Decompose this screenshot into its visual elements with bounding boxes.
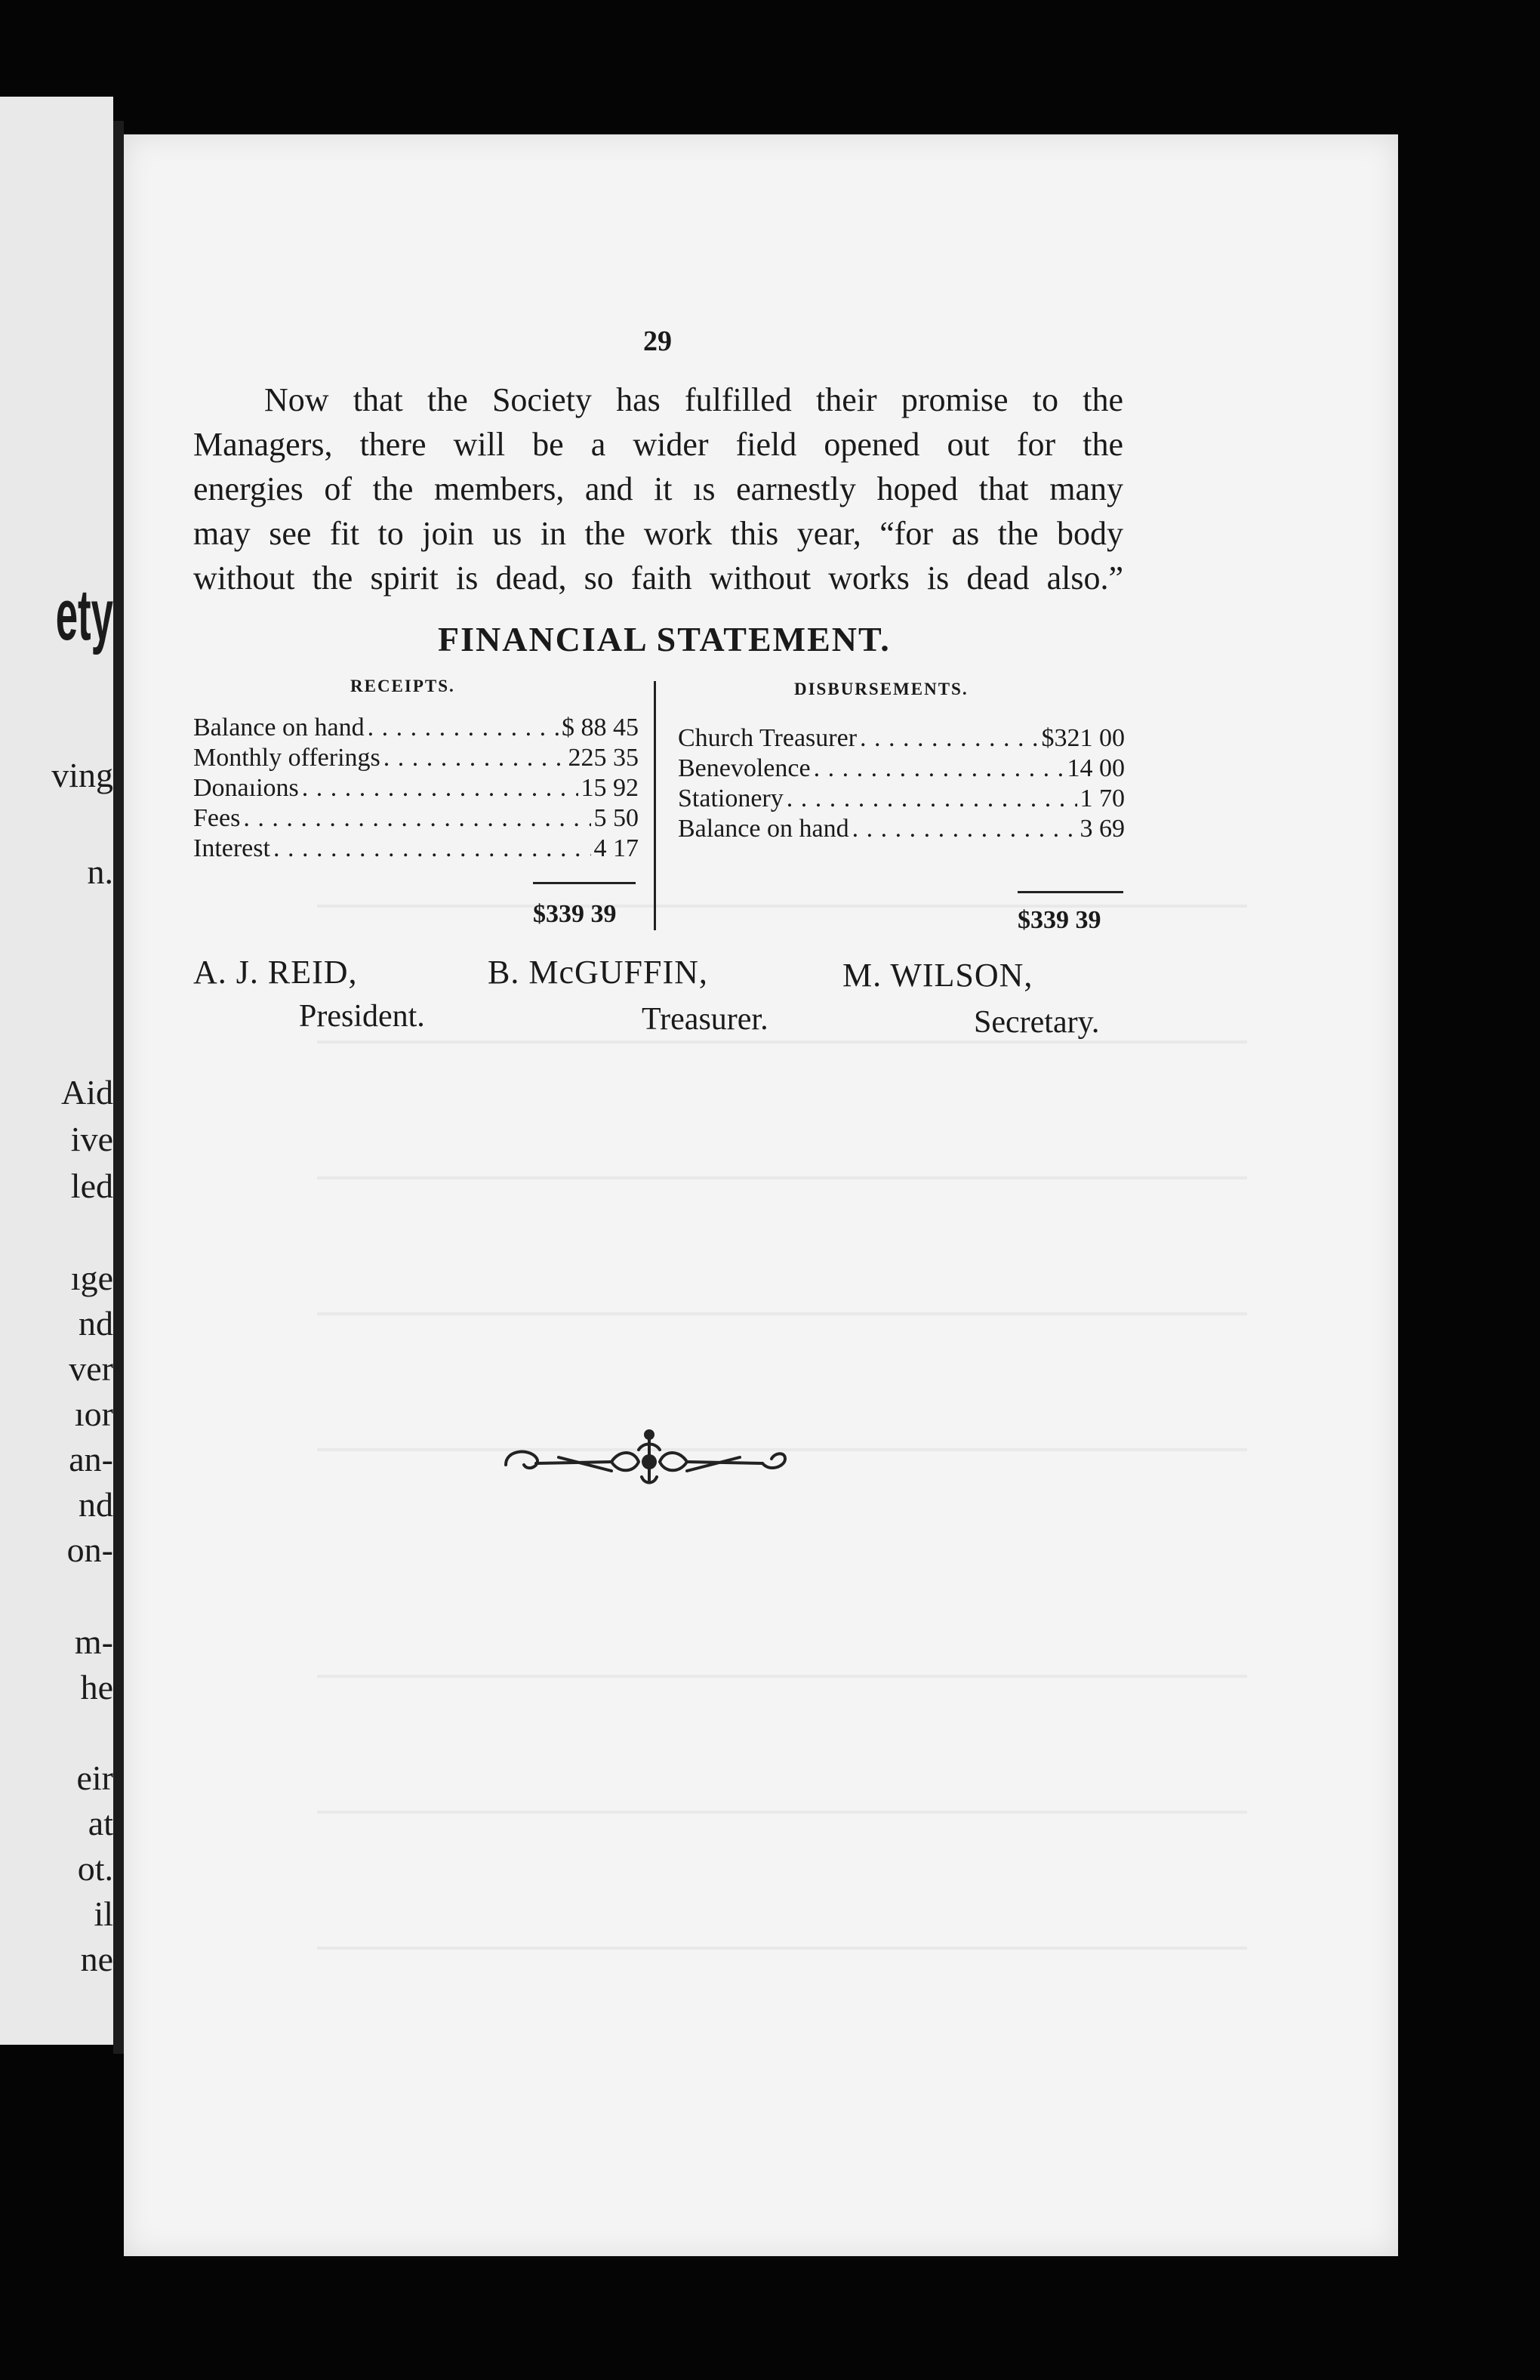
paragraph-line: Managers, there will be a wider field opened out for the: [193, 426, 1123, 463]
show-through: [317, 1811, 1247, 1814]
receipt-amount: 5 50: [593, 804, 639, 832]
show-through: [317, 905, 1247, 908]
receipt-amount: 225 35: [568, 744, 639, 772]
receipt-label: Donaıions: [193, 774, 299, 802]
receipts-list: [193, 713, 639, 864]
receipt-label: Monthly offerings: [193, 744, 380, 772]
signatory-name: M. WILSON,: [842, 957, 1033, 994]
facing-page-fragment: at: [88, 1804, 113, 1842]
signatory-title: Secretary.: [974, 1005, 1100, 1040]
signatory-title: President.: [299, 999, 425, 1034]
facing-page-fragment: ving: [51, 756, 113, 794]
disbursement-amount: 1 70: [1080, 785, 1125, 812]
receipts-total: $339 39: [533, 900, 617, 928]
disbursement-row: [678, 784, 1125, 814]
facing-page-fragment: ot.: [77, 1849, 113, 1888]
paragraph-line: without the spirit is dead, so faith without works is dead also.”: [193, 560, 1123, 597]
decorative-ornament: [498, 1420, 800, 1503]
facing-page-fragment: ver: [69, 1349, 113, 1388]
facing-page-fragment: nd: [79, 1485, 113, 1524]
disbursement-label: Balance on hand: [678, 815, 849, 843]
show-through: [317, 1675, 1247, 1678]
receipt-label: Fees: [193, 804, 241, 832]
receipt-row: [193, 803, 639, 834]
receipt-row: [193, 743, 639, 773]
facing-page-fragment: an-: [69, 1440, 113, 1478]
facing-page-edge: [0, 97, 113, 2045]
receipt-amount: 15 92: [581, 774, 639, 802]
receipt-row: [193, 713, 639, 743]
disbursements-list: [678, 723, 1125, 844]
signatory-name: B. McGUFFIN,: [488, 954, 708, 991]
disbursement-amount: $321 00: [1041, 724, 1125, 752]
receipt-row: [193, 773, 639, 803]
signatory-title: Treasurer.: [642, 1002, 768, 1037]
disbursement-label: Church Treasurer: [678, 724, 858, 752]
facing-page-fragment: ıge: [70, 1259, 113, 1297]
facing-page-fragment: led: [70, 1167, 113, 1205]
show-through: [317, 1176, 1247, 1179]
facing-page-fragment: m-: [74, 1623, 113, 1661]
financial-statement-heading: FINANCIAL STATEMENT.: [438, 620, 891, 658]
disbursements-total-rule: [1018, 891, 1123, 893]
facing-page-fragment: n.: [87, 852, 113, 891]
receipt-label: Balance on hand: [193, 714, 365, 741]
disbursement-amount: 14 00: [1067, 754, 1125, 782]
facing-page-fragment: nd: [79, 1304, 113, 1343]
receipt-prefix: $: [562, 714, 574, 741]
facing-page-fragment: ne: [80, 1940, 113, 1978]
disbursement-label: Benevolence: [678, 754, 811, 782]
body-paragraph: [193, 378, 1123, 600]
page-number: 29: [643, 325, 672, 357]
paragraph-line: Now that the Society has fulfilled their promise to the: [264, 381, 1123, 418]
facing-page-fragment: il: [94, 1894, 113, 1933]
disbursement-row: [678, 723, 1125, 754]
show-through: [317, 1312, 1247, 1315]
disbursement-row: [678, 754, 1125, 784]
paragraph-line: energies of the members, and it ıs earnestly hoped that many: [193, 470, 1123, 507]
disbursements-heading: DISBURSEMENTS.: [794, 680, 969, 698]
receipt-label: Interest: [193, 834, 270, 862]
show-through: [317, 1040, 1247, 1044]
disbursement-row: [678, 814, 1125, 844]
facing-page-fragment: Aid: [61, 1073, 113, 1111]
receipts-total-rule: [533, 882, 636, 884]
facing-page-fragment: ive: [70, 1120, 113, 1158]
facing-page-fragment: ety: [55, 575, 113, 655]
receipts-heading: RECEIPTS.: [350, 677, 455, 695]
facing-page-fragment: he: [80, 1668, 113, 1706]
book-gutter: [113, 121, 124, 2054]
receipt-amount: 88 45: [581, 714, 639, 741]
facing-page-fragment: on-: [66, 1531, 113, 1569]
paragraph-line: may see fit to join us in the work this year, “for as the body: [193, 515, 1123, 552]
facing-page-fragment: eir: [76, 1759, 113, 1797]
receipt-amount: 4 17: [593, 834, 639, 862]
column-divider: [654, 681, 656, 930]
disbursement-label: Stationery: [678, 785, 784, 812]
disbursement-amount: 3 69: [1080, 815, 1125, 843]
receipt-row: [193, 834, 639, 864]
facing-page-fragment: ıor: [74, 1395, 113, 1433]
disbursements-total: $339 39: [1018, 906, 1101, 934]
show-through: [317, 1947, 1247, 1950]
signatory-name: A. J. REID,: [193, 954, 358, 991]
